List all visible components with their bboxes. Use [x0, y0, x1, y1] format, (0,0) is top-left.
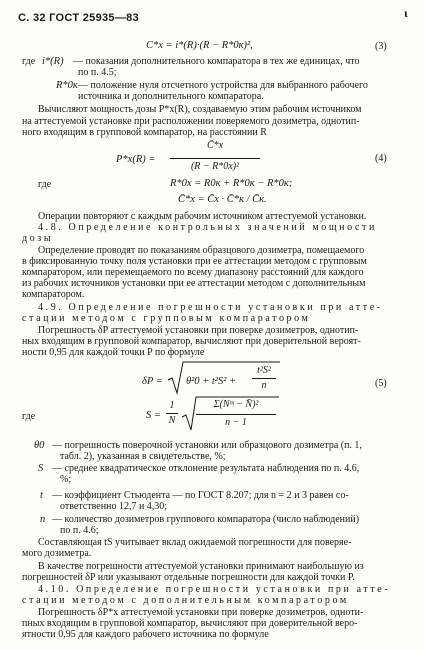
def-text-i-2: по п. 4.5;: [78, 67, 117, 78]
def2-t-line-1: — коэффициент Стьюдента — по ГОСТ 8.207; для n = 2 и 3 равен со-: [52, 490, 349, 501]
equation-5-radicand: θ²0 + t²S² +: [186, 376, 237, 387]
equation-s-bar-2: [196, 414, 276, 415]
label-where: где: [22, 56, 36, 67]
ts-para-line-2: мого дозиметра.: [22, 548, 92, 559]
section-4-8-body-1: Определение проводят по показаниям образцового дозиметра, помещаемого: [38, 245, 365, 256]
def-text-r0k-2: источника и дополнительного компаратора.: [78, 91, 264, 102]
section-4-10-title-2: стации методом с дополнительным компаратором: [22, 595, 349, 606]
section-4-8-body-2: в фиксированную точку поля установки при ее аттестации методом с групповым: [22, 256, 367, 267]
def2-theta-line-2: табл. 2), указанная в свидетельстве, %;: [60, 451, 226, 462]
section-4-8-body-4: из рабочих источников установки при ее аттестации методом с дополнительным: [22, 278, 366, 289]
equation-4-lhs: P*x(R) =: [116, 154, 156, 165]
equation-4-numerator: C̄*x: [206, 140, 224, 151]
equation-5-inner-numerator: t²S²: [257, 365, 271, 376]
equation-s-numerator: Σ(Nᵐ − N̄)²: [213, 399, 259, 410]
section-4-10-body-2: пных входящим в групповой компаратор, вычисляют при доверительной веро-: [22, 618, 358, 629]
dose-para-line-3: ного входящим в групповой компаратор, на расстоянии R: [22, 127, 267, 138]
def2-symbol-t: t: [40, 490, 43, 501]
quality-para-line-2: погрешностей δP или указывают отдельные погрешности для каждой точки P.: [22, 572, 355, 583]
equation-4-fraction-bar: [170, 158, 260, 159]
label-where-2: где: [38, 179, 52, 190]
section-4-10-body-1: Погрешность δP*x аттестуемой установки при поверке дозиметров, одноти-: [38, 607, 364, 618]
equation-s-one: 1: [169, 400, 175, 411]
equation-s-lhs: S =: [146, 410, 161, 421]
equation-3-number: (3): [375, 41, 387, 52]
def-text-i-1: — показания дополнительного компаратора в тех же единицах, что: [73, 56, 360, 67]
equation-s-N: N: [168, 415, 176, 426]
equation-s-bar-1: [166, 413, 178, 414]
equation-s-denominator: n − 1: [225, 417, 247, 428]
def2-symbol-theta: θ0: [34, 440, 45, 451]
section-4-10-title-1: 4.10. Определение погрешности установки при атте-: [38, 584, 391, 595]
quality-para-line-1: В качестве погрешности аттестуемой установки принимают наибольшую из: [38, 561, 364, 572]
section-4-9-body-2: ных входящим в групповой компаратор, вычисляют при доверительной вероят-: [22, 336, 361, 347]
section-4-9-title-1: 4.9. Определение погрешности установки при атте-: [38, 302, 383, 313]
section-4-9-title-2: стации методом с групповым компаратором: [22, 313, 311, 324]
def-symbol-i: i*(R): [42, 56, 64, 67]
equation-5-lhs: δP =: [142, 376, 163, 387]
equation-3: C*x = i*(R)·(R − R*0к)²,: [146, 40, 253, 51]
section-4-9-body-1: Погрешность δP аттестуемой установки при поверке дозиметров, однотип-: [38, 325, 359, 336]
def2-S-line-2: %;: [60, 474, 72, 485]
repeat-paragraph: Операции повторяют с каждым рабочим источником аттестуемой установки.: [38, 211, 367, 222]
equation-5-inner-denominator: n: [261, 380, 267, 391]
def2-n-line-2: по п. 4.6;: [60, 525, 99, 536]
def2-symbol-S: S: [38, 463, 44, 474]
equation-4-number: (4): [375, 153, 387, 164]
def2-t-line-2: ответственно 12,7 и 4,30;: [60, 501, 168, 512]
section-4-8-title-1: 4.8. Определение контрольных значений мощности: [38, 222, 377, 233]
def2-S-line-1: — среднее квадратическое отклонение результата наблюдения по п. 4.6,: [52, 463, 360, 474]
ts-para-line-1: Составляющая tS учитывает вклад ожидаемой погрешности для поверяе-: [38, 537, 352, 548]
section-4-9-body-3: ности 0,95 для каждой точки P по формуле: [22, 347, 205, 358]
equation-5-inner-bar: [252, 378, 276, 379]
section-4-8-body-3: компаратором, или перемещаемого по всему диапазону расстояний для каждого: [22, 267, 364, 278]
section-4-8-title-2: дозы: [22, 233, 54, 244]
label-where-3: где: [22, 411, 36, 422]
equation-4-def-2: C̄*x = C̄x · C̄*к / C̄к.: [178, 194, 267, 205]
section-4-10-body-3: ятности 0,95 для каждого рабочего источника по формуле: [22, 629, 269, 640]
dose-para-line-1: Вычисляют мощность дозы P*x(R), создаваемую этим рабочим источником: [38, 104, 362, 115]
dose-para-line-2: на аттестуемой установке при расположении поверяемого дозиметра, однотип-: [22, 116, 360, 127]
equation-4-def-1: R*0x = R0к + R*0к − R*0к;: [170, 178, 293, 189]
def2-theta-line-1: — погрешность поверочной установки или образцового дозиметра (п. 1,: [52, 440, 362, 451]
def-text-r0k-1: — положение нуля отсчетного устройства для выбранного рабочего: [78, 80, 368, 91]
equation-5-number: (5): [375, 378, 387, 389]
section-4-8-body-5: компаратором.: [22, 289, 85, 300]
def-symbol-r0k: R*0к: [56, 80, 78, 91]
equation-4-denominator: (R − R*0x)²: [190, 161, 240, 172]
def2-n-line-1: — количество дозиметров группового компаратора (число наблюдений): [52, 514, 360, 525]
def2-symbol-n: n: [40, 514, 46, 525]
corner-mark: ι: [404, 6, 408, 20]
page-header: С. 32 ГОСТ 25935—83: [18, 12, 139, 24]
